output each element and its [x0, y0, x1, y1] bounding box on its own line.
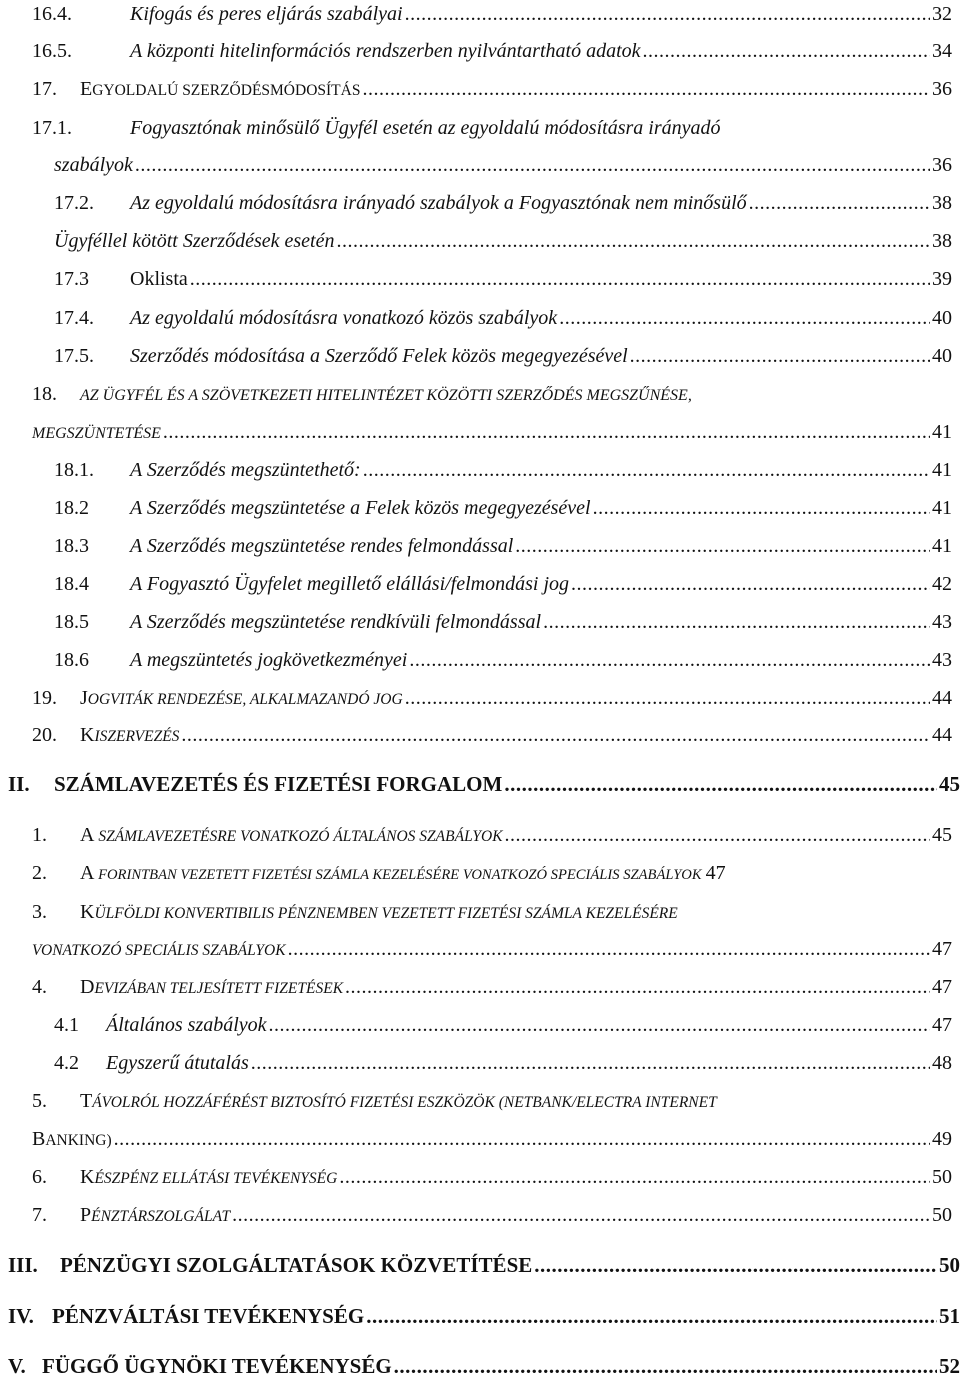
entry-number: 18.4: [54, 573, 89, 595]
toc-entry[interactable]: [54, 152, 952, 178]
entry-title: Egyszerű átutalás: [106, 1052, 249, 1074]
dot-leader: [114, 1126, 930, 1152]
entry-title: Az egyoldalú módosításra irányadó szabályok a Fogyasztónak nem minősülő: [130, 192, 747, 214]
entry-number: 17.3: [54, 268, 89, 290]
entry-number: 18.5: [54, 611, 89, 633]
toc-entry[interactable]: [32, 115, 952, 141]
entry-title: Az egyoldalú módosításra vonatkozó közös szabályok: [130, 307, 558, 329]
toc-entry[interactable]: [32, 822, 952, 850]
part-title: SZÁMLAVEZETÉS ÉS FIZETÉSI FORGALOM: [54, 772, 503, 796]
entry-title: A központi hitelinformációs rendszerben nyilvántartható adatok: [130, 40, 641, 62]
entry-number: 18.3: [54, 535, 89, 557]
part-title: FÜGGŐ ÜGYNÖKI TEVÉKENYSÉG: [42, 1354, 392, 1378]
toc-entry[interactable]: [54, 1012, 952, 1038]
entry-number: 4.1: [54, 1014, 79, 1036]
dot-leader: [362, 76, 930, 102]
entry-number: 6.: [32, 1166, 47, 1188]
entry-page: 40: [932, 307, 952, 329]
entry-title-rest: ISZERVEZÉS: [94, 728, 180, 745]
entry-title: Fogyasztónak minősülő Ügyfél esetén az egyoldalú módosításra irányadó: [130, 117, 721, 139]
toc-entry[interactable]: [54, 495, 952, 521]
entry-number: 18.2: [54, 497, 89, 519]
entry-title: A Szerződés megszüntetése rendes felmondással: [130, 535, 514, 557]
entry-title-initial: K: [80, 901, 95, 923]
dot-leader: [559, 305, 930, 331]
dot-leader: [571, 571, 930, 597]
toc-part-entry[interactable]: [8, 1252, 960, 1278]
part-number: V.: [8, 1354, 26, 1378]
entry-title: [32, 1126, 112, 1154]
entry-number: 2.: [32, 862, 47, 884]
part-number: III.: [8, 1253, 38, 1277]
entry-number: 19.: [32, 687, 57, 709]
dot-leader: [363, 457, 930, 483]
entry-number: 17.: [32, 78, 57, 100]
toc-entry[interactable]: [32, 974, 952, 1002]
entry-title: AZ ÜGYFÉL ÉS A SZÖVETKEZETI HITELINTÉZET KÖZÖTTI SZERZŐDÉS MEGSZŰNÉSE,: [80, 387, 692, 404]
dot-leader: [749, 190, 930, 216]
entry-title: [80, 974, 343, 1002]
entry-page: 41: [932, 535, 952, 557]
toc-part-entry[interactable]: [8, 1353, 960, 1379]
toc-entry[interactable]: [54, 343, 952, 369]
entry-title-initial: E: [80, 78, 93, 100]
entry-title-initial: D: [80, 976, 95, 998]
dot-leader: [251, 1050, 930, 1076]
entry-title: A Szerződés megszüntetése rendkívüli felmondással: [130, 611, 542, 633]
entry-number: 16.5.: [32, 40, 72, 62]
toc-entry[interactable]: [32, 685, 952, 713]
entry-page: 34: [932, 40, 952, 62]
entry-title: [80, 722, 179, 750]
toc-entry[interactable]: [54, 533, 952, 559]
entry-title-rest: ÁVOLRÓL HOZZÁFÉRÉST BIZTOSÍTÓ FIZETÉSI ESZKÖZÖK (NETBANK/ELECTRA INTERNET: [92, 1094, 717, 1111]
dot-leader: [345, 974, 930, 1000]
toc-entry[interactable]: [32, 76, 952, 104]
dot-leader: [405, 685, 930, 711]
entry-title-rest: OGVITÁK RENDEZÉSE, ALKALMAZANDÓ JOG: [87, 691, 403, 708]
entry-number: 17.1.: [32, 117, 72, 139]
toc-entry[interactable]: [54, 266, 952, 292]
entry-title: [80, 899, 678, 927]
toc-entry[interactable]: [32, 722, 952, 750]
dot-leader: [181, 722, 930, 748]
toc-entry[interactable]: [54, 190, 952, 216]
toc-entry[interactable]: [32, 1088, 952, 1116]
toc-entry[interactable]: [54, 609, 952, 635]
entry-page: 47: [705, 862, 726, 884]
dot-leader: [288, 936, 930, 962]
part-number: IV.: [8, 1304, 34, 1328]
entry-title: [80, 1202, 230, 1230]
toc-entry[interactable]: [32, 1, 952, 27]
entry-title-initial: B: [32, 1128, 46, 1150]
toc-entry[interactable]: [32, 1202, 952, 1230]
entry-number: 4.2: [54, 1052, 79, 1074]
entry-title-rest: ÜLFÖLDI KONVERTIBILIS PÉNZNEMBEN VEZETETT FIZETÉSI SZÁMLA KEZELÉSÉRE: [94, 905, 678, 922]
toc-entry[interactable]: [32, 1126, 952, 1154]
entry-title: Ügyféllel kötött Szerződések esetén: [54, 230, 335, 252]
entry-page: 38: [932, 230, 952, 252]
part-number: II.: [8, 772, 30, 796]
dot-leader: [534, 1252, 937, 1278]
toc-entry[interactable]: [32, 419, 952, 447]
entry-page: 42: [932, 573, 952, 595]
entry-title-rest: ANKING): [45, 1132, 112, 1149]
toc-entry[interactable]: [54, 228, 952, 254]
entry-page: 38: [932, 192, 952, 214]
toc-entry[interactable]: [32, 1164, 952, 1192]
entry-title: Szerződés módosítása a Szerződő Felek közös megegyezésével: [130, 345, 628, 367]
dot-leader: [163, 419, 930, 445]
entry-page: 40: [932, 345, 952, 367]
toc-part-entry[interactable]: [8, 771, 960, 797]
entry-title: [80, 1164, 337, 1192]
entry-title-initial: K: [80, 1166, 95, 1188]
entry-title-initial: K: [80, 724, 95, 746]
dot-leader: [336, 228, 930, 254]
entry-title: A megszüntetés jogkövetkezményei: [130, 649, 408, 671]
entry-number: 18.6: [54, 649, 89, 671]
entry-number: 18.: [32, 383, 57, 405]
entry-title: Oklista: [130, 268, 188, 290]
entry-title: [80, 1088, 717, 1116]
entry-number: 17.5.: [54, 345, 94, 367]
entry-page: 52: [939, 1354, 960, 1378]
part-title: PÉNZVÁLTÁSI TEVÉKENYSÉG: [52, 1304, 365, 1328]
entry-title-rest: GYOLDALÚ SZERZŐDÉSMÓDOSÍTÁS: [92, 82, 361, 99]
part-title: PÉNZÜGYI SZOLGÁLTATÁSOK KÖZVETÍTÉSE: [60, 1253, 533, 1277]
entry-page: 32: [932, 3, 952, 25]
entry-number: 17.2.: [54, 192, 94, 214]
dot-leader: [543, 609, 930, 635]
toc-entry[interactable]: [32, 860, 960, 888]
entry-title-rest: EVIZÁBAN TELJESÍTETT FIZETÉSEK: [94, 980, 344, 997]
entry-number: 17.4.: [54, 307, 94, 329]
dot-leader: [366, 1303, 937, 1329]
entry-number: 3.: [32, 901, 47, 923]
entry-page: 44: [932, 724, 952, 746]
entry-title-initial: A: [80, 824, 95, 846]
entry-page: 41: [932, 459, 952, 481]
entry-page: 45: [939, 772, 960, 796]
toc-entry[interactable]: [54, 457, 952, 483]
entry-title: VONATKOZÓ SPECIÁLIS SZABÁLYOK: [32, 942, 286, 959]
entry-title-initial: T: [80, 1090, 93, 1112]
entry-page: 43: [932, 649, 952, 671]
dot-leader: [593, 495, 930, 521]
entry-title: Kifogás és peres eljárás szabályai: [130, 3, 403, 25]
entry-title-initial: J: [80, 687, 88, 709]
entry-page: 41: [932, 497, 952, 519]
entry-title: [80, 76, 360, 104]
entry-title: [80, 685, 403, 713]
dot-leader: [394, 1353, 937, 1379]
entry-number: 7.: [32, 1204, 47, 1226]
toc-entry[interactable]: [32, 899, 952, 927]
toc-entry[interactable]: [32, 38, 952, 64]
entry-title: [80, 860, 702, 888]
toc-entry[interactable]: [54, 305, 952, 331]
entry-page: 47: [932, 938, 952, 960]
entry-title: A Fogyasztó Ügyfelet megillető elállási/felmondási jog: [130, 573, 570, 595]
entry-page: 49: [932, 1128, 952, 1150]
entry-page: 50: [932, 1166, 952, 1188]
entry-title: szabályok: [54, 154, 133, 176]
entry-number: 18.1.: [54, 459, 94, 481]
entry-title: A Szerződés megszüntetése a Felek közös megegyezésével: [130, 497, 591, 519]
entry-page: 51: [939, 1304, 960, 1328]
dot-leader: [643, 38, 930, 64]
entry-page: 36: [932, 154, 952, 176]
entry-page: 36: [932, 78, 952, 100]
dot-leader: [405, 1, 930, 27]
entry-page: 41: [932, 421, 952, 443]
entry-title-initial: A: [80, 862, 95, 884]
entry-page: 39: [932, 268, 952, 290]
entry-number: 20.: [32, 724, 57, 746]
dot-leader: [630, 343, 930, 369]
dot-leader: [135, 152, 930, 178]
entry-title-rest: ÉSZPÉNZ ELLÁTÁSI TEVÉKENYSÉG: [94, 1170, 338, 1187]
entry-page: 44: [932, 687, 952, 709]
entry-number: 4.: [32, 976, 47, 998]
toc-entry[interactable]: [32, 936, 952, 964]
toc-entry[interactable]: [32, 381, 952, 409]
toc-entry[interactable]: [54, 647, 952, 673]
entry-title-rest: ÉNZTÁRSZOLGÁLAT: [91, 1208, 231, 1225]
dot-leader: [269, 1012, 930, 1038]
entry-title: Általános szabályok: [106, 1014, 267, 1036]
dot-leader: [339, 1164, 930, 1190]
entry-title-rest: FORINTBAN VEZETETT FIZETÉSI SZÁMLA KEZELÉSÉRE VONATKOZÓ SPECIÁLIS SZABÁLYOK: [94, 867, 702, 883]
entry-page: 50: [939, 1253, 960, 1277]
dot-leader: [232, 1202, 930, 1228]
dot-leader: [409, 647, 930, 673]
entry-page: 48: [932, 1052, 952, 1074]
entry-page: 45: [932, 824, 952, 846]
toc-entry[interactable]: [54, 1050, 952, 1076]
dot-leader: [190, 266, 930, 292]
entry-page: 50: [932, 1204, 952, 1226]
entry-page: 47: [932, 976, 952, 998]
entry-title: [80, 822, 503, 850]
entry-number: 5.: [32, 1090, 47, 1112]
entry-number: 16.4.: [32, 3, 72, 25]
entry-number: 1.: [32, 824, 47, 846]
entry-title: MEGSZÜNTETÉSE: [32, 425, 161, 442]
entry-title-rest: SZÁMLAVEZETÉSRE VONATKOZÓ ÁLTALÁNOS SZABÁLYOK: [94, 828, 503, 845]
entry-title: A Szerződés megszüntethető:: [130, 459, 361, 481]
entry-page: 43: [932, 611, 952, 633]
dot-leader: [505, 822, 930, 848]
entry-page: 47: [932, 1014, 952, 1036]
toc-entry[interactable]: [54, 571, 952, 597]
dot-leader: [515, 533, 930, 559]
toc-part-entry[interactable]: [8, 1303, 960, 1329]
entry-title-initial: P: [80, 1204, 92, 1226]
dot-leader: [504, 771, 937, 797]
